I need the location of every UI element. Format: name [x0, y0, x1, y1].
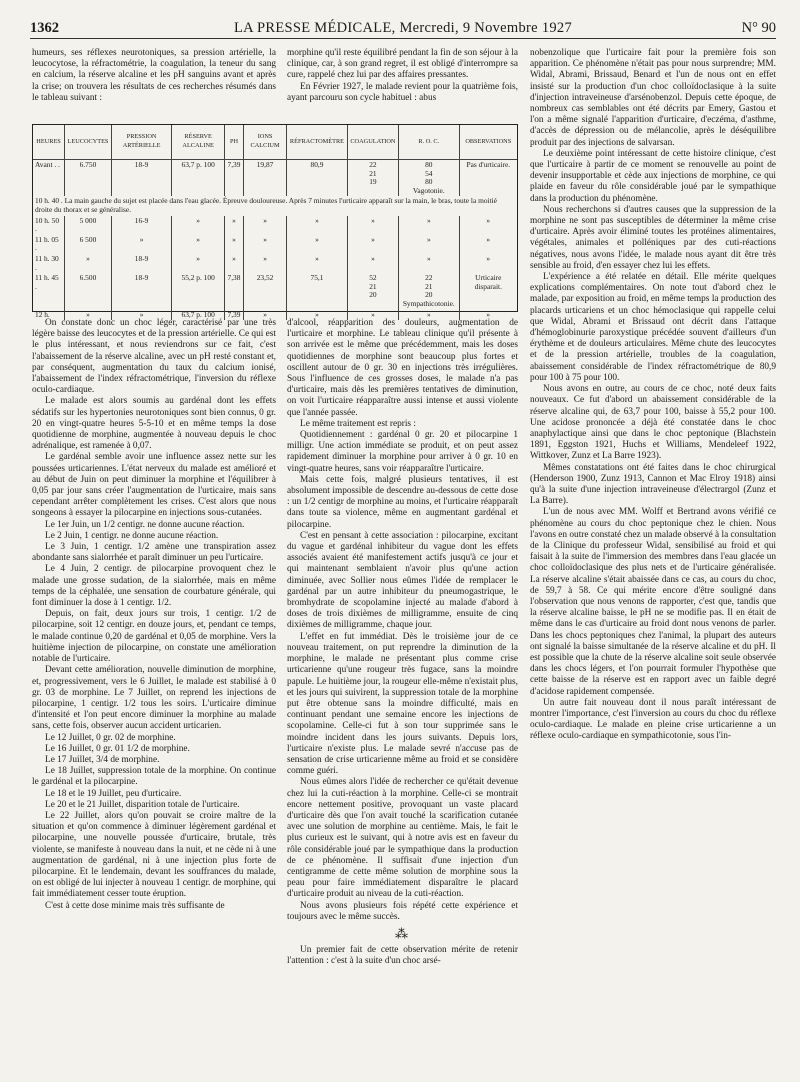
table-cell: » — [486, 253, 491, 263]
column-header: RÉFRACTOMÈTRE — [287, 125, 348, 160]
table-cell: » — [111, 310, 172, 321]
column-header: COAGULATION — [347, 125, 398, 160]
table-cell: » — [287, 216, 348, 235]
paragraph: Le malade est alors soumis au gardénal dont les effets sédatifs sur les hypertonies neurotoniques sont bien connus, 0 gr. 20 en vingt-quatre heures 5-5-10 et en même temps la dose quotidienne de morphine, augmentée à nouveau depuis le choc adrénalique, est ramenée à 0,07. — [32, 396, 276, 452]
paragraph: Un premier fait de cette observation mérite de retenir l'attention : c'est à la suite d'un choc arsé- — [287, 945, 518, 967]
table-cell: 7,39 — [224, 160, 243, 197]
column-header: PRESSION ARTÉRIELLE — [111, 125, 172, 160]
table-cell: Avant . . — [33, 160, 65, 197]
paragraph: On constate donc un choc léger, caractérisé par une très légère baisse des leucocytes et de la pression artérielle. Ce qui est le plus intéressant, et nous reviendrons sur ce fait, c'est l'abaissement de la réserve alcaline, avec un pH resté constant et, par conséquent, augmentation du taux du calcium ionisé, l'abaissement de l'index réfractométrique, l'inversion du réflexe oculo-cardiaque. — [32, 318, 276, 396]
middle-column — [287, 318, 518, 968]
table-cell: » — [172, 216, 225, 235]
table-cell: » — [347, 235, 398, 254]
paragraph: Le 18 et le 19 Juillet, peu d'urticaire. — [45, 788, 182, 799]
table-row — [33, 235, 517, 254]
column-header: LEUCOCYTES — [65, 125, 112, 160]
page-header — [30, 18, 776, 40]
paragraph: nobenzolique que l'urticaire fait pour la première fois son apparition. Ce phénomène n'était pas pour nous surprendre; MM. Widal, Abrami, Brissaud, Benard et l'un de nous ont en effet insisté sur la production d'un choc colloïdoclasique à la suite d'injection intraveineuse d'arsénobenzol. Depuis cette époque, de nombreux cas semblables ont été décrits par Emery, Gastou et l'on a même signalé l'apparition d'urticaire, d'eczéma, d'asthme, d'accès de dépression ou de mélancolie, après le déséquilibre produit par des injections de salvarsan. — [530, 48, 776, 148]
table-cell: 16-9 — [111, 216, 172, 235]
journal-title: LA PRESSE MÉDICALE, Mercredi, 9 Novembre 1927 — [233, 20, 573, 36]
table-cell: 80,9 — [287, 160, 348, 197]
paragraph: Un autre fait nouveau dont il nous paraît intéressant de montrer l'importance, c'est l'inversion au cours du choc du réflexe oculo-cardiaque. Le malade en pleine crise urticarienne a un réflexe oculo-cardiaque en sympathicotonie, sous l'in- — [530, 697, 776, 742]
table-cell: Pas d'urticaire. — [466, 160, 511, 169]
table-cell: » — [347, 310, 398, 321]
table-cell: » — [287, 310, 348, 321]
table-cell: 7,38 — [224, 273, 243, 309]
table-cell: 55,2 p. 100 — [172, 273, 225, 309]
table-cell: 12 h. — [33, 310, 65, 321]
table-cell: » — [65, 254, 112, 273]
table-cell: » — [486, 215, 491, 225]
middle-column-end — [287, 945, 518, 967]
paragraph: L'expérience a été relatée en détail. Elle mérite quelques explications complémentaires. On note tout d'abord chez le malade, par exposition au froid, en même temps la production des placards urticariens et un choc hémoclasique qui rappelle celui que Widal, Abrami et Brissaud ont décrit dans l'attaque d'hémoglobinurie paroxystique précédée souvent d'ailleurs d'un érythème et de douleurs articulaires. Même chute des leucocytes et de la pression artérielle, troubles de la coagulation, abaissement considérable de l'index réfractométrique de 80,9 pour 100 à 75 pour 100. — [530, 272, 776, 383]
right-column — [530, 48, 776, 743]
paragraph: Le même traitement est repris : — [300, 418, 416, 429]
paragraph: Le deuxième point intéressant de cette histoire clinique, c'est que l'urticaire à partir de ce moment se renouvelle au point de devenir insupportable et cède aux injections de morphine, ce qui plaide en faveur du rôle considérable joué par le sympathique dans la production du phénomène. — [530, 148, 776, 204]
table-cell: 11 h. 30 . — [33, 254, 65, 273]
table-cell: 22 21 19 — [347, 160, 398, 197]
table-cell: » — [172, 235, 225, 254]
paragraph: humeurs, ses réflexes neurotoniques, sa pression artérielle, la leucocytose, la réfractométrie, la coagulation, la teneur du sang en calcium, la réserve alcaline et les pH sanguins avant et après la crise; on trouvera les résultats de ces recherches résumés dans le tableau suivant : — [32, 48, 276, 103]
table-row — [33, 254, 517, 273]
table-body — [33, 160, 517, 321]
table-cell: 18-9 — [111, 160, 172, 197]
column-header: OBSERVATIONS — [459, 125, 517, 160]
table-cell: » — [244, 310, 287, 321]
paragraph: d'alcool, réapparition des douleurs, augmentation de l'urticaire et morphine. Le tableau clinique qu'il présente à son arrivée est le même que précédemment, mais les doses quotidiennes de morphine sont beaucoup plus fortes et oscillent autour de 0 gr. 30 en injections très irrégulières. Sous l'influence de ces grosses doses, le malade n'a pas d'urticaire, mais dès les premières tentatives de diminution, on voit l'urticaire réapparaître aussi intense et aussi violente que l'année passée. — [287, 318, 518, 418]
table-cell: » — [486, 234, 491, 244]
table-cell: 6.750 — [65, 160, 112, 197]
column-header: HEURES — [33, 125, 65, 160]
paragraph: Le 12 Juillet, 0 gr. 02 de morphine. — [45, 732, 176, 743]
table-cell: » — [224, 216, 243, 235]
paragraph: Mêmes constatations ont été faites dans le choc chirurgical (Henderson 1900, Zunz 1913, Cannon et Mac Elroy 1918) ainsi qu'à la suite d'une injection intraveineuse d'électrargol (Zunz et La Barre). — [530, 462, 776, 507]
paragraph: Nous eûmes alors l'idée de rechercher ce qu'était devenue chez lui la cuti-réaction à la morphine. Celle-ci se montrait encore nettement positive, provoquant un vaste placard d'urticaire dès que l'on avait touché la scarification cutanée avec une solution de morphine au centième. Mais, le fait le plus curieux est le suivant, qui à notre avis est en faveur du rôle considérable joué par le sympathique dans la production de ce phénomène. Il suffisait d'une injection d'un centigramme de cette même solution de morphine sous la peau pour faire immédiatement disparaître le placard d'urticaire produit au niveau de la cuti-réaction. — [287, 777, 518, 900]
table-cell: 63,7 p. 100 — [172, 310, 225, 321]
paragraph: En Février 1927, le malade revient pour la quatrième fois, ayant parcouru son cycle habituel : abus — [287, 81, 518, 103]
table-cell: 11 h. 05 . — [33, 235, 65, 254]
paragraph: C'est à cette dose minime mais très suffisante de — [45, 900, 225, 911]
table-cell: » — [224, 254, 243, 273]
paragraph: Depuis, on fait, deux jours sur trois, 1 centigr. 1/2 de pilocarpine, soit 12 centigr. en douze jours, et, pendant ce temps, le malade continue 0,20 de gardénal et 0,05 de morphine. Vers la huitième injection de pilocarpine, on constate une amélioration notable de l'urticaire. — [32, 609, 276, 665]
table-cell: » — [399, 235, 460, 254]
table-cell: 18-9 — [111, 273, 172, 309]
table-cell: » — [111, 235, 172, 254]
table-cell: 7,39 — [224, 310, 243, 321]
table-row — [33, 216, 517, 235]
paragraph: Le 16 Juillet, 0 gr. 01 1/2 de morphine. — [45, 743, 190, 754]
table-cell: 6 500 — [65, 235, 112, 254]
table-cell: 80 54 80 Vagotonie. — [399, 160, 460, 197]
table-cell: » — [287, 254, 348, 273]
section-separator: ⁂ — [395, 925, 410, 941]
table-row — [33, 196, 517, 215]
table-cell: 22 21 20 Sympathicotonie. — [399, 273, 460, 309]
paragraph: C'est en pensant à cette association : pilocarpine, excitant du vague et gardénal inhibiteur du vague dont les effets associés avaient été manifestement actifs jusqu'à ce jour et qui maintenant semblaient n'avoir plus qu'une action diminuée, avec Sollier nous eûmes l'idée de remplacer le gardénal par un autre inhibiteur du pneumogastrique, le bromhydrate de scopolamine injecté au malade d'abord à doses de trois dixièmes de milligramme, ensuite de cinq dixièmes de milligramme, chaque jour. — [287, 530, 518, 631]
table-cell: 18-9 — [111, 254, 172, 273]
table-cell: » — [65, 310, 112, 321]
table-cell: » — [172, 254, 225, 273]
table-header-row — [33, 125, 517, 160]
paragraph: Le 18 Juillet, suppression totale de la morphine. On continue le gardénal et la pilocarpine. — [32, 766, 276, 788]
table-row — [33, 160, 517, 197]
header-rule — [30, 38, 776, 39]
column-header: PH — [224, 125, 243, 160]
table-cell: 52 21 20 — [347, 273, 398, 309]
paragraph: Quotidiennement : gardénal 0 gr. 20 et pilocarpine 1 milligr. Une action immédiate se produit, et on peut assez rapidement diminuer la morphine pour arriver à 0 gr. 10 en vingt-quatre heures, sans voir réapparaître l'urticaire. — [287, 430, 518, 474]
results-table-grid — [33, 125, 517, 320]
paragraph: Le 3 Juin, 1 centigr. 1/2 amène une transpiration assez abondante sans sialorrhée et paraît diminuer un peu l'urticaire. — [32, 542, 276, 564]
issue-number: N° 90 — [741, 20, 776, 36]
paragraph: Le gardénal semble avoir une influence assez nette sur les poussées urticariennes. L'état nerveux du malade est amélioré et au début de Juin on peut diminuer la morphine et l'équilibrer à 0,05 par jour sans créer l'augmentation de l'urticaire, mais sans cependant arrêter complètement les crises. C'est alors que nous songeons à essayer la pilocarpine en injections sous-cutanées. — [32, 452, 276, 519]
table-cell: » — [347, 254, 398, 273]
table-cell: Urticaire disparait. — [474, 273, 502, 291]
table-cell: » — [287, 235, 348, 254]
table-cell: 10 h. 50 . — [33, 216, 65, 235]
paragraph: Le 22 Juillet, alors qu'on pouvait se croire maître de la situation et qu'on commence à diminuer légèrement gardénal et pilocarpine, une nouvelle poussée d'urticaire, brutale, très violente, se manifeste à nouveau dans la nuit, et ne cède ni à une augmentation de gardénal, ni à une injection plus forte de pilocarpine. Et le lendemain, devant les souffrances du malade, on est obligé de lui injecter à nouveau 1 centigr. de morphine, qui fait immédiatement cesser toute éruption. — [32, 810, 276, 900]
paragraph: Nous recherchons si d'autres causes que la suppression de la morphine ne sont pas susceptibles de déterminer la même crise d'urticaire. Après avoir éliminé toutes les protéines alimentaires, végétales, animales et polléniques par des cuti-réactions négatives, nous avons l'idée, le malade nous ayant dit être très sensible au froid, d'en essayer chez lui les effets. — [530, 204, 776, 271]
paragraph: L'un de nous avec MM. Wolff et Bertrand avons vérifié ce phénomène au cours du choc peptonique chez le chien. Nous l'avons en outre constaté chez un malade observé à la consultation de la Clinique du professeur Widal, sensibilisé au froid et qui faisait à la suite de l'immersion des membres dans l'eau glacée un choc colloïdoclasique des plus nets et de l'urticaire généralisée. La réserve alcaline s'était abaissée dans ce cas, au cours du choc, de 59,7 à 58. Ce qui mérite encore d'être souligné dans l'observation que nous venons de rapporter, c'est que, tandis que la réserve alcaline baisse, le pH ne se modifie pas. Il en était de même dans le cas d'urticaire au froid dont nous venons de parler. Dans les chocs peptoniques chez l'animal, la plupart des auteurs ont signalé la baisse simultanée de la réserve alcaline et du pH. Il est possible que la chute de la réserve alcaline soit seule observée dans les chocs légers, et l'on pourrait formuler l'hypothèse que cette baisse de la réserve est en rapport avec un faible degré d'acidose rapidement compensée. — [530, 507, 776, 697]
paragraph: Le 2 Juin, 1 centigr. ne donne aucune réaction. — [45, 530, 219, 541]
paragraph: Nous avons en outre, au cours de ce choc, noté deux faits nouveaux. Ce fut d'abord un abaissement considérable de la réserve alcaline qui, de 63,7 pour 100, baisse à 55,2 pour 100. Une acidose prononcée a déjà été constatée dans le choc anaphylactique ainsi que dans le choc peptonique (Blachstein 1891, Eggston 1921, Huchs et Williams, Mendeleef 1922, Wittkover, Zunz et La Barre 1923). — [530, 384, 776, 462]
table-cell: 75,1 — [287, 273, 348, 309]
paragraph: Le 17 Juillet, 3/4 de morphine. — [45, 754, 160, 765]
table-cell: 11 h. 45 . — [33, 273, 65, 309]
column-header: IONS CALCIUM — [244, 125, 287, 160]
table-cell: 5 000 — [65, 216, 112, 235]
table-cell: » — [244, 235, 287, 254]
table-cell: » — [244, 254, 287, 273]
top-middle-text — [287, 48, 518, 104]
paragraph: Mais cette fois, malgré plusieurs tentatives, il est absolument impossible de descendre au-dessous de cette dose : un 1/2 centigr de morphine au moins, et l'urticaire réapparaît dans toute sa violence, même en augmentant gardénal et pilocarpine. — [287, 474, 518, 530]
column-header: R. O. C. — [399, 125, 460, 160]
table-cell: » — [486, 309, 491, 319]
table-cell: 19,87 — [244, 160, 287, 197]
paragraph: morphine qu'il reste équilibré pendant la fin de son séjour à la clinique, car, à son grand regret, il est obligé d'interrompre sa cure, rappelé chez lui par des affaires pressantes. — [287, 48, 518, 81]
results-table — [32, 124, 518, 319]
table-cell: » — [347, 216, 398, 235]
table-cell: » — [224, 235, 243, 254]
left-column — [32, 318, 276, 912]
table-cell: » — [244, 216, 287, 235]
column-header: RÉSERVE ALCALINE — [172, 125, 225, 160]
table-cell: 6.500 — [65, 273, 112, 309]
page-number: 1362 — [30, 20, 59, 36]
table-cell: 63,7 p. 100 — [172, 160, 225, 197]
paragraph: L'effet en fut immédiat. Dès le troisième jour de ce nouveau traitement, on put reprendre la diminution de la morphine, le malade ne présentant plus comme crise urticarienne qu'une rougeur très fugace, sans la moindre papule. Le huitième jour, la rougeur elle-même n'existait plus, et les jours qui suivirent, la suppression totale de la morphine put être obtenue sans la moindre difficulté, mais en continuant pendant une semaine encore les injections de scopolamine. Celle-ci fut à son tour supprimée sans le moindre incident dans les jours suivants. Depuis lors, l'urticaire n'existe plus. Le malade sevré n'accuse pas de sensation de crise urticarienne même au froid et se considère comme guéri. — [287, 631, 518, 777]
middle-column-body — [287, 318, 518, 923]
paragraph: Le 20 et le 21 Juillet, disparition totale de l'urticaire. — [45, 799, 240, 810]
table-cell: » — [399, 254, 460, 273]
paragraph: Le 1er Juin, un 1/2 centigr. ne donne aucune réaction. — [45, 519, 245, 530]
table-row — [33, 273, 517, 309]
paragraph: Le 4 Juin, 2 centigr. de pilocarpine provoquent chez le malade une grosse sudation, de la sialorrhée, mais en même temps de la céphalée, une sensation de courbature générale, qui font diminuer la dose à 1 centigr. 1/2. — [32, 564, 276, 609]
table-cell: » — [399, 310, 460, 321]
paragraph: Devant cette amélioration, nouvelle diminution de morphine, et, progressivement, vers le 6 Juillet, le malade est stabilisé à 0 gr. 03 de morphine. Le 7 Juillet, on reprend les injections de pilocarpine, 1 centigr. 1/2 tous les soirs. L'urticaire diminue d'intensité et l'on peut encore diminuer la morphine au malade sans, cette fois, observer aucun accident urticarien. — [32, 665, 276, 732]
table-cell: » — [399, 216, 460, 235]
top-left-text — [32, 48, 276, 104]
table-note: 10 h. 40 . La main gauche du sujet est placée dans l'eau glacée. Épreuve douloureuse. Après 7 minutes l'urticaire apparaît sur la main, le bras, toute la moitié droite du thorax et se généralise. — [35, 196, 497, 214]
paragraph: Nous avons plusieurs fois répété cette expérience et toujours avec le même succès. — [287, 900, 518, 922]
table-cell: 23,52 — [244, 273, 287, 309]
